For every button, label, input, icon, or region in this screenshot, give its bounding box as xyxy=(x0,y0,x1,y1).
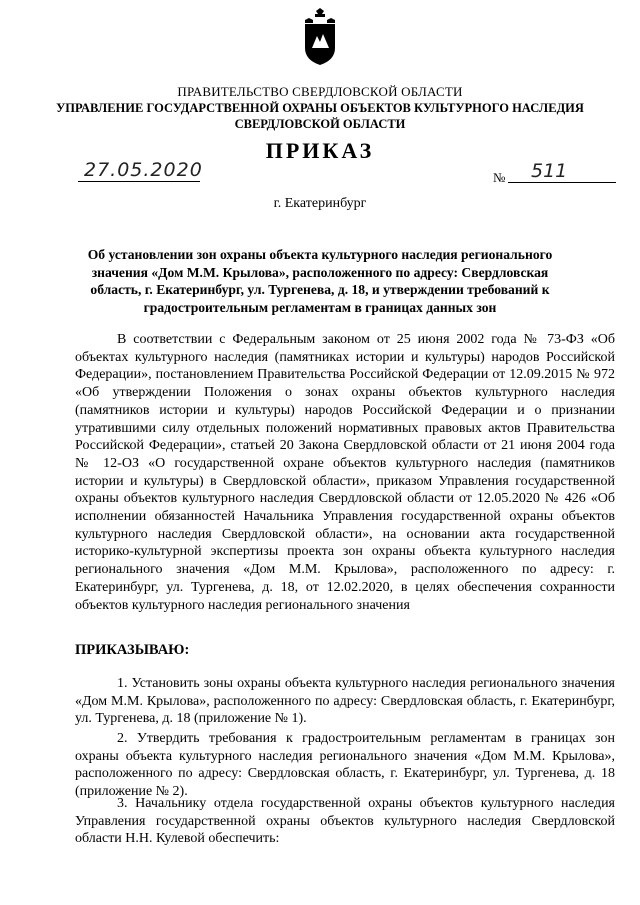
list-item: 1. Установить зоны охраны объекта культурного наследия регионального значения «Дом М.М. Крылова», расположенного по адресу: Свердловская область, г. Екатеринбург, ул. Тургенева, д. 18 (приложение № 1). xyxy=(75,676,615,727)
order-number: 511 xyxy=(531,160,568,182)
list-item: 3. Начальнику отдела государственной охраны объектов культурного наследия Управления государственной охраны объектов культурного наследия Свердловской области Н.Н. Кулевой обеспечить: xyxy=(75,796,615,847)
order-date: 27.05.2020 xyxy=(84,159,203,181)
document-type: ПРИКАЗ xyxy=(265,138,375,163)
city: г. Екатеринбург xyxy=(273,196,367,211)
number-sign: № xyxy=(493,170,506,185)
preamble-paragraph: В соответствии с Федеральным законом от 25 июня 2002 года № 73-ФЗ «Об объектах культурного наследия (памятниках истории и культуры) народов Российской Федерации», постановлением Правительства Российской Федерации от 12.09.2015 № 972 «Об утверждении Положения о зонах охраны объектов культурного наследия (памятников истории и культуры) народов Российской Федерации и о признании утратившими силу отдельных положений нормативных правовых актов Правительства Российской Федерации», статьей 20 Закона Свердловской области от 21 июня 2004 года № 12-ОЗ «О государственной охране объектов культурного наследия (памятников истории и культуры) в Свердловской области», приказом Управления государственной охраны объектов культурного наследия Свердловской области от 12.05.2020 № 426 «Об исполнении обязанностей Начальника Управления государственной охраны объектов культурного наследия Свердловской области», на основании акта государственной историко-культурной экспертизы проекта зон охраны объекта культурного наследия регионального значения «Дом М.М. Крылова», расположенного по адресу: г. Екатеринбург, ул. Тургенева, д. 18, от 12.02.2020, в целях обеспечения сохранности объектов культурного наследия регионального значения xyxy=(75,332,615,613)
list-item: 2. Утвердить требования к градостроительным регламентам в границах зон охраны объекта культурного наследия регионального значения «Дом М.М. Крылова», расположенного по адресу: Свердловская область, г. Екатеринбург, ул. Тургенева, д. 18 (приложение № 2). xyxy=(75,731,615,800)
date-underline xyxy=(78,181,200,182)
decree-heading: ПРИКАЗЫВАЮ: xyxy=(75,642,190,658)
government-name: ПРАВИТЕЛЬСТВО СВЕРДЛОВСКОЙ ОБЛАСТИ xyxy=(177,84,463,99)
number-underline xyxy=(508,182,616,183)
document-title: Об установлении зон охраны объекта культурного наследия регионального значения «Дом М.М. Крылова», расположенного по адресу: Свердловская область, г. Екатеринбург, ул. Тургенева, д. 18, и утверждении требований к градостроительным регламентам в границах данных зон xyxy=(87,247,553,315)
coat-of-arms-icon xyxy=(303,8,337,66)
department-name: УПРАВЛЕНИЕ ГОСУДАРСТВЕННОЙ ОХРАНЫ ОБЪЕКТОВ КУЛЬТУРНОГО НАСЛЕДИЯ СВЕРДЛОВСКОЙ ОБЛАСТИ xyxy=(56,101,584,131)
